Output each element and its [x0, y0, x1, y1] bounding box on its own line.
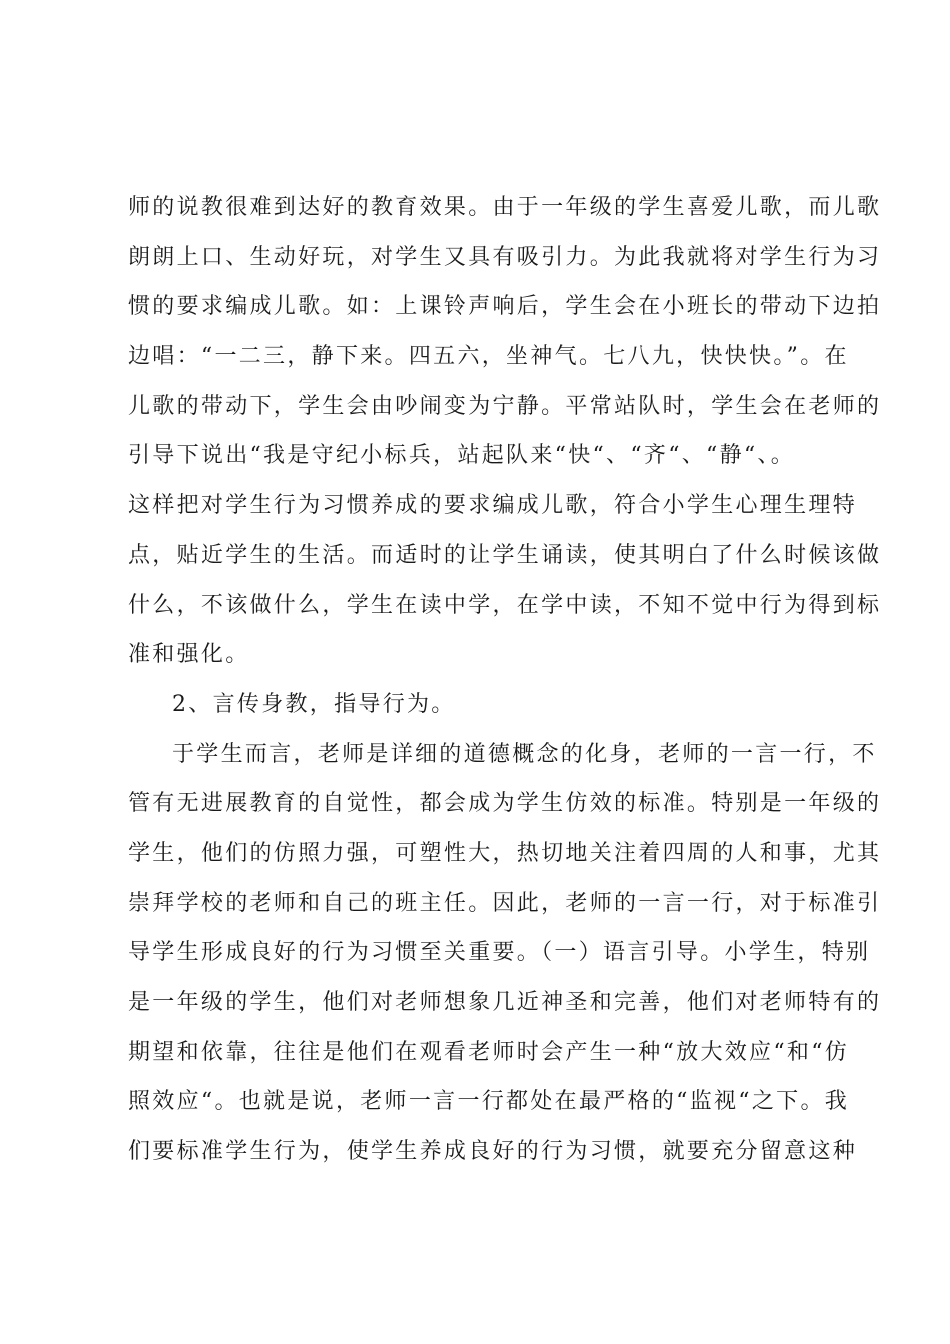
text-line: 期望和依靠，往往是他们在观看老师时会产生一种“放大效应“和“仿 — [128, 1039, 850, 1065]
text-line: 引导下说出“我是守纪小标兵，站起队来“快“、“齐“、“静“、。 — [128, 443, 796, 469]
text-line: 照效应“。也就是说，老师一言一行都处在最严格的“监视“之下。我 — [128, 1089, 850, 1115]
text-line: 于学生而言，老师是详细的道德概念的化身，老师的一言一行，不 — [172, 741, 877, 767]
text-line: 们要标准学生行为，使学生养成良好的行为习惯，就要充分留意这种 — [128, 1139, 858, 1165]
text-line: 这样把对学生行为习惯养成的要求编成儿歌，符合小学生心理生理特 — [128, 493, 858, 519]
text-line: 儿歌的带动下，学生会由吵闹变为宁静。平常站队时，学生会在老师的 — [128, 393, 882, 419]
text-line: 准和强化。 — [128, 642, 250, 668]
text-line: 是一年级的学生，他们对老师想象几近神圣和完善，他们对老师特有的 — [128, 990, 882, 1015]
text-line: 管有无进展教育的自觉性，都会成为学生仿效的标准。特别是一年级的 — [128, 791, 882, 817]
text-line: 师的说教很难到达好的教育效果。由于一年级的学生喜爱儿歌，而儿歌 — [128, 195, 882, 220]
text-line: 崇拜学校的老师和自己的班主任。因此，老师的一言一行，对于标准引 — [128, 890, 882, 916]
text-line: 朗朗上口、生动好玩，对学生又具有吸引力。为此我就将对学生行为习 — [128, 244, 882, 270]
text-line: 边唱：“一二三，静下来。四五六，坐神气。七八九，快快快。”。在 — [128, 344, 849, 370]
text-line: 点，贴近学生的生活。而适时的让学生诵读，使其明白了什么时候该做 — [128, 542, 882, 568]
text-line: 2、言传身教，指导行为。 — [172, 691, 456, 717]
text-line: 什么，不该做什么，学生在读中学，在学中读，不知不觉中行为得到标 — [128, 592, 882, 618]
text-line: 导学生形成良好的行为习惯至关重要。（一）语言引导。小学生，特别 — [128, 940, 871, 966]
text-line: 惯的要求编成儿歌。如：上课铃声响后，学生会在小班长的带动下边拍 — [128, 294, 882, 320]
body-text — [128, 183, 882, 1177]
text-line: 学生，他们的仿照力强，可塑性大，热切地关注着四周的人和事，尤其 — [128, 840, 882, 866]
